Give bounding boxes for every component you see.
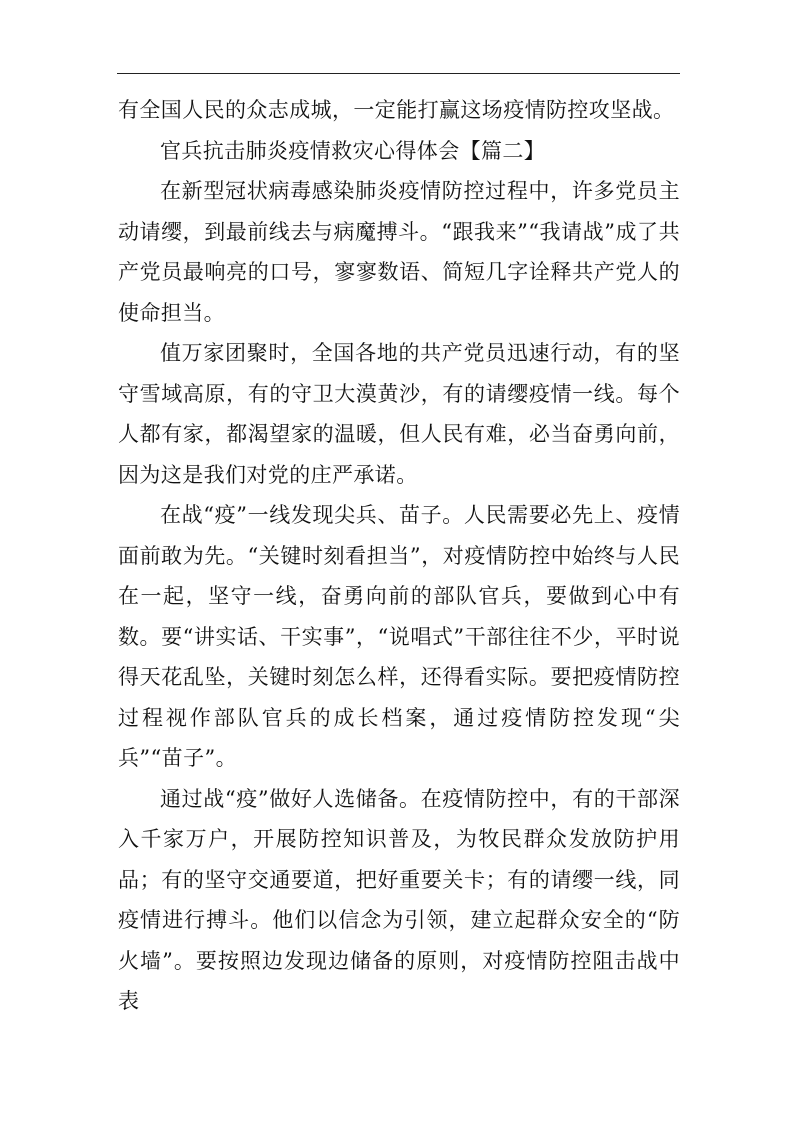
body-paragraph-3: 在战“疫”一线发现尖兵、苗子。人民需要必先上、疫情面前敢为先。“关键时刻看担当”，对疫情防控中始终与人民在一起，坚守一线，奋勇向前的部队官兵，要做到心中有数。要“讲实话、干实事”，“说唱式”干部往往不少，平时说得天花乱坠，关键时刻怎么样，还得看实际。要把疫情防控过程视作部队官兵的成长档案，通过疫情防控发现“尖兵”“苗子”。 [118,503,680,770]
body-paragraph-1: 在新型冠状病毒感染肺炎疫情防控过程中，许多党员主动请缨，到最前线去与病魔搏斗。“跟我来”“我请战”成了共产党员最响亮的口号，寥寥数语、简短几字诠释共产党人的使命担当。 [118,179,680,325]
body-paragraph-2: 值万家团聚时，全国各地的共产党员迅速行动，有的坚守雪域高原，有的守卫大漠黄沙，有的请缨疫情一线。每个人都有家，都渴望家的温暖，但人民有难，必当奋勇向前，因为这是我们对党的庄严承诺。 [118,341,680,487]
body-paragraph-4: 通过战“疫”做好人选储备。在疫情防控中，有的干部深入千家万户，开展防控知识普及，为牧民群众发放防护用品；有的坚守交通要道，把好重要关卡；有的请缨一线，同疫情进行搏斗。他们以信念为引领，建立起群众安全的“防火墙”。要按照边发现边储备的原则，对疫情防控阻击战中表 [118,786,680,1013]
header-rule [117,73,680,74]
section-heading: 官兵抗击肺炎疫情救灾心得体会【篇二】 [160,138,546,163]
document-body [118,90,680,1022]
continuation-paragraph: 有全国人民的众志成城，一定能打赢这场疫情防控攻坚战。 [118,98,675,122]
